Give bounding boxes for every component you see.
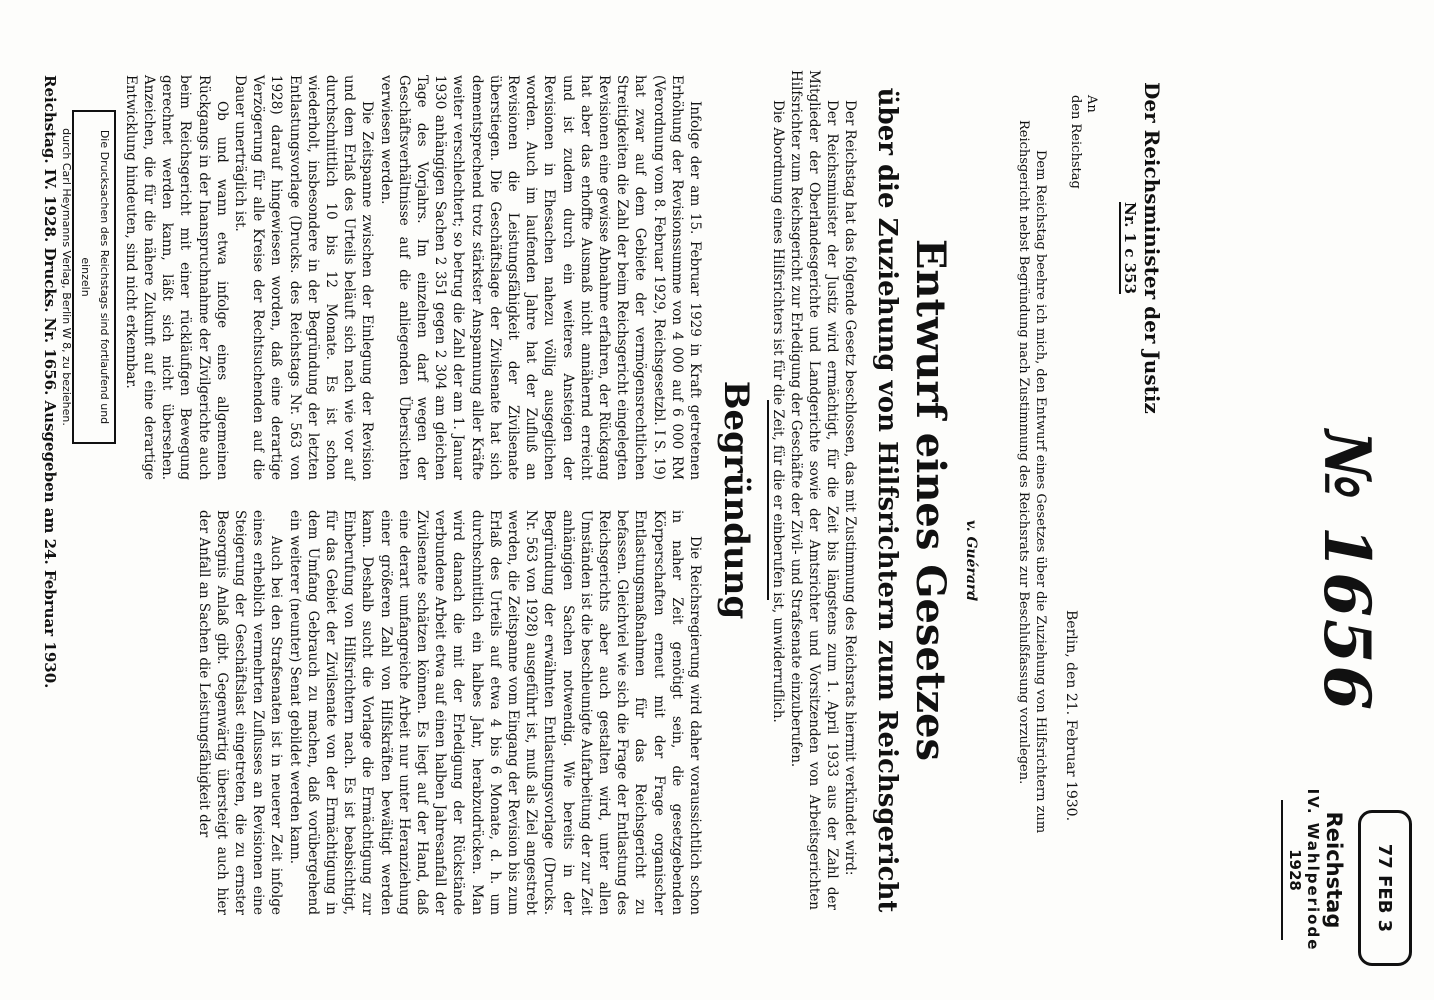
reichstag-header [1278, 780, 1346, 960]
reichstag-title: Reichstag [1322, 811, 1346, 929]
date-stamp: 77 FEB 3 [1358, 810, 1412, 966]
law-title: Entwurf eines Gesetzes [907, 238, 954, 762]
wahlperiode-year: 1928 [1286, 849, 1304, 891]
paragraph: Die Zeitspanne zwischen der Einlegung der Revision und dem Erlaß des Urteils beläuft sich nach wie vor auf durchschnittlich 10 bis 12 Monate. Es ist schon wiederholt, insbesondere in der Begründung der letzten Entlastungsvorlage (Drucks. des Reichstags Nr. 563 von 1928) darauf hingewiesen worden, daß eine derartige Verzögerung für alle Kreise der Rechtsuchenden auf die Dauer unerträglich ist. [231, 75, 376, 480]
printer-note [60, 110, 116, 444]
header-rule [1281, 800, 1283, 940]
paragraph: Die Reichsregierung wird daher voraussichtlich schon in naher Zeit genötigt sein, die gesetzgebenden Körperschaften erneut mit der Frage organischer Entlastungsmaßnahmen für das Reichsgericht zu befassen. Gleichviel wie sich die Frage der Entlastung des Reichsgerichts aber auch gestalten wird, unter allen Umständen ist die beschleunigte Aufarbeitung der zur Zeit anhängigen Sachen notwendig. Wie bereits in der Begründung der erwähnten Entlastungsvorlage (Drucks. Nr. 563 von 1928) ausgeführt ist, muß als Ziel angestrebt werden, die Zeitspanne vom Eingang der Revision bis zum Erlaß des Urteils auf etwa 4 bis 6 Monate, d. h. um durchschnittlich ein halbes Jahr, herabzudrücken. Man wird danach die mit der Erledigung der Rückstände verbundene Arbeit etwa auf einen halben Jahresanfall der Zivilsenate schätzen können. Es liegt auf der Hand, daß eine derart umfangreiche Arbeit nur unter Heranziehung einer größeren Zahl von Hilfskräften bewältigt werden kann. Deshalb sucht die Vorlage die Ermächtigung zur Einberufung von Hilfsrichtern nach. Es ist beabsichtigt, für das Gebiet der Zivilsenate von der Ermächtigung in dem Umfang Gebrauch zu machen, daß vorübergehend ein weiterer (neunter) Senat gebildet werden kann. [286, 510, 703, 915]
footer-line: Reichstag. IV. 1928. Drucks. Nr. 1656. Ausgegeben am 24. Februar 1930. [41, 75, 59, 689]
paragraph: Auch bei den Strafsenaten ist in neuerer Zeit infolge eines erheblich vermehrten Zuflusses an Revisionen eine Steigerung der Geschäftslast eingetreten, die zu ernster Besorgnis Anlaß gibt. Gegenwärtig übersteigt auch hier der Anfall an Sachen die Leistungsfähigkeit der [195, 510, 285, 915]
law-text [769, 70, 859, 910]
law-paragraph: Die Abordnung eines Hilfsrichters ist für die Zeit, für die er einberufen ist, unwiderruflich. [770, 100, 786, 723]
begruendung-title: Begründung [716, 380, 756, 620]
begruendung-column-right [194, 510, 704, 915]
cover-text: Dem Reichstag beehre ich mich, den Entwurf eines Gesetzes über die Zuziehung von Hilfsrichtern zum Reichsgericht nebst Begründung nach Zustimmung des Reichsrats zur Beschlußfassung vorzulegen. [1016, 120, 1048, 834]
law-paragraph: Der Reichsminister der Justiz wird ermächtigt, für die Zeit bis längstens zum 1. April 1933 aus der Zahl der Mitglieder der Oberlandesgerichte und Landgerichte sowie der Amtsrichter und Vorsitzenden von Arbeitsgerichten Hilfsrichter zum Reichsgericht zur Erledigung der Geschäfte der Zivil- und Strafsenate einzuberufen. [788, 70, 840, 910]
printer-note-line: durch Carl Heymanns Verlag, Berlin W 8, zu beziehen. [60, 128, 73, 426]
begruendung-column-left [122, 75, 705, 480]
sender-reference: Nr. 1 c 353 [1121, 202, 1139, 295]
addressee-line: An [1084, 95, 1099, 113]
signature: v. Guérard [963, 520, 979, 602]
paragraph: Infolge der am 15. Februar 1929 in Kraft getretenen Erhöhung der Revisionssumme von 4 000 auf 6 000 RM (Verordnung vom 8. Februar 1929, Reichsgesetzbl. I S. 19) hat zwar auf dem Gebiete der vermögensrechtlichen Streitigkeiten die Zahl der beim Reichsgericht eingelegten Revisionen eine gewisse Abnahme erfahren, der Rückgang hat aber das erhoffte Ausmaß nicht annähernd erreicht und ist zudem durch ein weiteres Ansteigen der Revisionen in Ehesachen nahezu völlig ausgeglichen worden. Auch im laufenden Jahre hat der Zufluß an Revisionen die Leistungsfähigkeit der Zivilsenate überstiegen. Die Geschäftslage der Zivilsenate hat sich dementsprechend trotz stärkster Anspannung aller Kräfte weiter verschlechtert; so betrug die Zahl der am 1. Januar 1930 anhängigen Sachen 2 351 gegen 2 304 am gleichen Tage des Vorjahrs. Im einzelnen darf wegen der Geschäftsverhältnisse auf die anliegenden Übersichten verwiesen werden. [377, 75, 703, 480]
addressee-line: den Reichstag [1068, 95, 1083, 189]
law-subtitle: über die Zuziehung von Hilfsrichtern zum Reichsgericht [872, 87, 902, 913]
addressee [1067, 95, 1099, 189]
sender-title: Der Reichsminister der Justiz [1140, 82, 1164, 414]
section-divider [767, 400, 769, 600]
paragraph: Ob und wann etwa infolge eines allgemeinen Rückgangs in der Inanspruchnahme der Zivilgerichte auch beim Reichsgericht mit einer rückläufigen Bewegung gerechnet werden kann, läßt sich nicht übersehen. Anzeichen, die für die nähere Zukunft auf eine derartige Entwicklung hindeuten, sind nicht erkennbar. [122, 75, 230, 480]
drucksache-number: № 1656 [1309, 430, 1384, 712]
law-paragraph: Der Reichstag hat das folgende Gesetz beschlossen, das mit Zustimmung des Reichsrats hiermit verkündet wird: [842, 100, 858, 876]
printer-note-line: Die Drucksachen des Reichstags sind fortlaufend und einzeln [79, 129, 111, 425]
dateline: Berlin, den 21. Februar 1930. [1063, 610, 1079, 822]
wahlperiode: IV. Wahlperiode [1304, 788, 1322, 952]
sender-block [1119, 82, 1164, 422]
